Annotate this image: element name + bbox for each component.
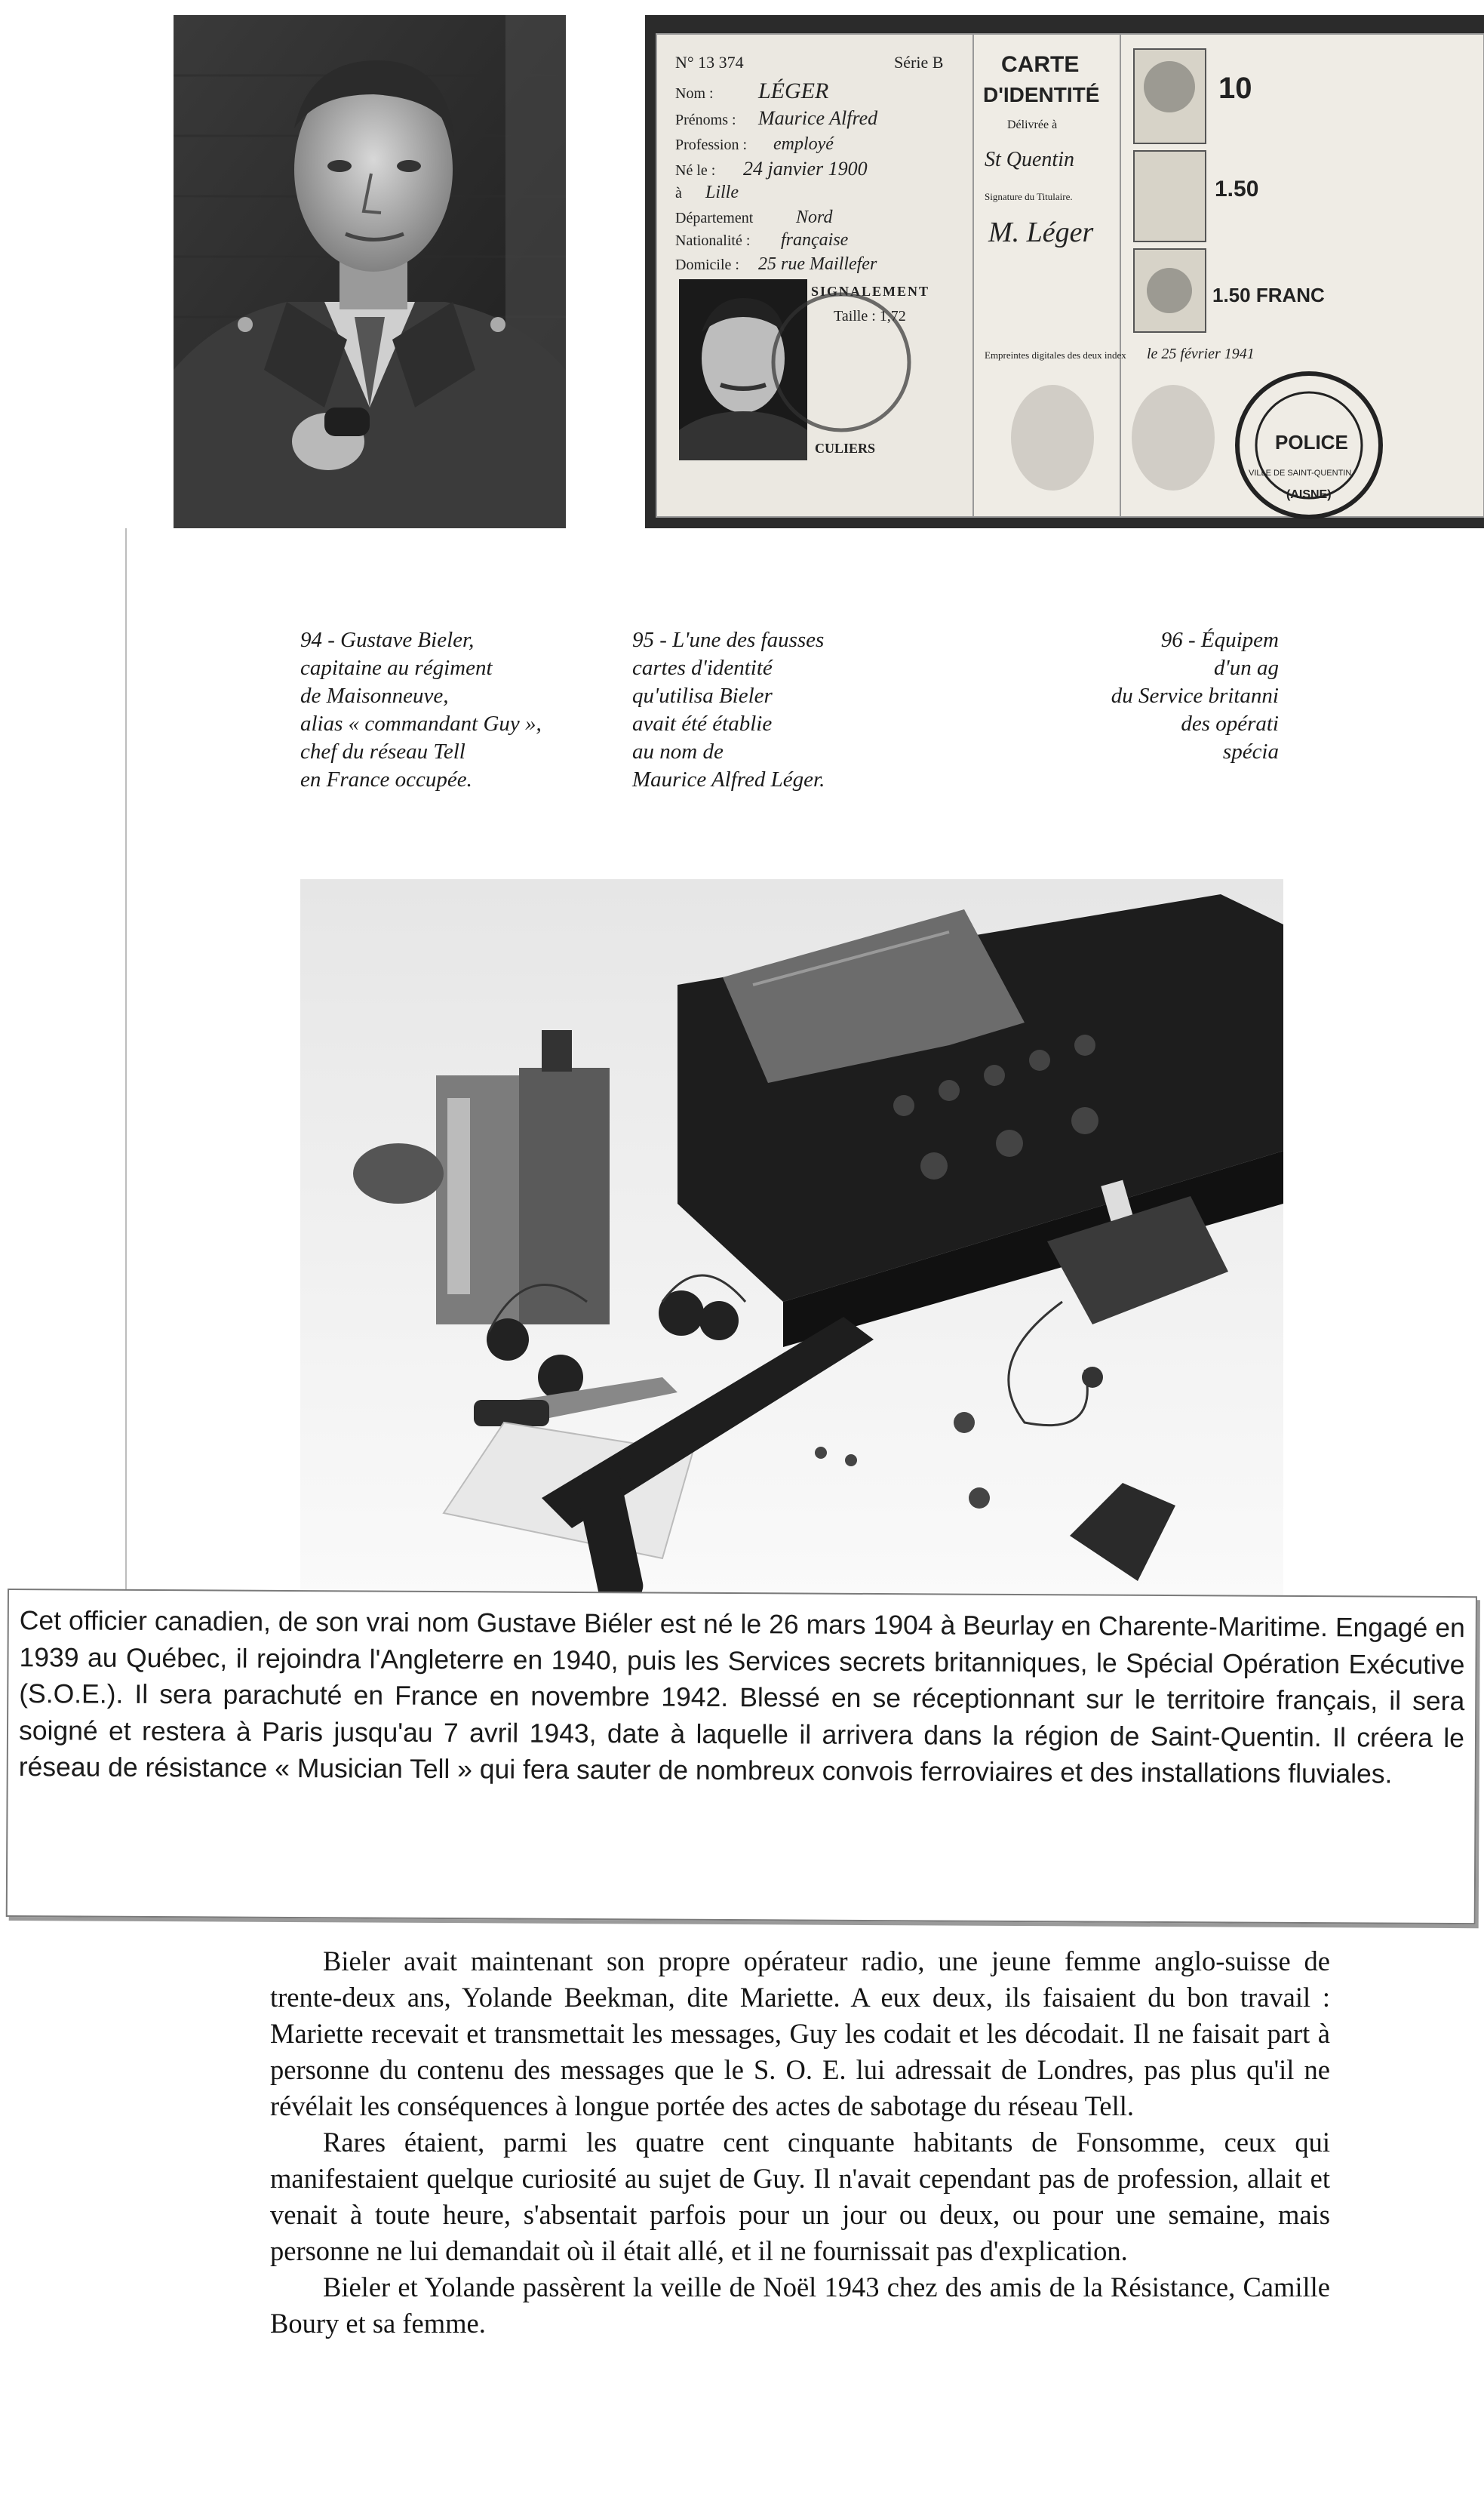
id-signature: M. Léger bbox=[988, 217, 1094, 248]
portrait-photo bbox=[174, 15, 566, 528]
stamp-value-2: 1.50 bbox=[1215, 177, 1259, 201]
id-signalement: SIGNALEMENT bbox=[811, 284, 930, 299]
book-body-text bbox=[270, 1943, 1330, 2342]
id-title-2: D'IDENTITÉ bbox=[983, 83, 1100, 106]
caption-94: 94 - Gustave Bieler, capitaine au régiment de Maisonneuve, alias « commandant Guy », chef du réseau Tell en France occupée. bbox=[300, 628, 542, 792]
id-field-value: employé bbox=[773, 134, 834, 154]
id-delivered: Délivrée à bbox=[1007, 118, 1058, 131]
id-field-value: Lille bbox=[705, 183, 739, 202]
id-field-value: 25 rue Maillefer bbox=[758, 254, 877, 274]
id-field-label: Nationalité : bbox=[675, 232, 751, 249]
aisne-stamp-text: (AISNE) bbox=[1286, 488, 1332, 501]
biography-insert-text: Cet officier canadien, de son vrai nom Gustave Biéler est né le 26 mars 1904 à Beurlay en Charente-Maritime. Engagé en 1939 au Québec, il rejoindra l'Angleterre en 1940, puis les Services secrets britanniques, le Spécial Opération Exécutive (S.O.E.). Il sera parachuté en France en novembre 1942. Blessé en se réceptionnant sur le territoire français, il sera soigné et restera à Paris jusqu'au 7 avril 1943, date à laquelle il arrivera dans la région de Saint-Quentin. Il créera le réseau de résistance « Musician Tell » qui fera sauter de nombreux convois ferroviaires et des installations fluviales. bbox=[18, 1605, 1465, 1789]
id-field-value: française bbox=[781, 230, 849, 250]
id-place: St Quentin bbox=[985, 148, 1074, 171]
identity-card-photo bbox=[645, 15, 1484, 528]
id-culiers: CULIERS bbox=[815, 441, 876, 456]
body-paragraph: Rares étaient, parmi les quatre cent cinquante habitants de Fonsomme, ceux qui manifestaient quelque curiosité au sujet de Guy. Il n'avait cependant pas de profession, allait et venait à toute heure, s'absentait parfois pour un jour ou deux, ou pour une semaine, mais personne ne lui demandait où il était allé, et il ne fournissait pas d'explication. bbox=[270, 2127, 1330, 2266]
identity-card-illustration bbox=[645, 15, 1484, 528]
radio-equipment-photo bbox=[300, 879, 1283, 1604]
id-signature-label: Signature du Titulaire. bbox=[985, 191, 1073, 202]
id-fingerprints-label: Empreintes digitales des deux index bbox=[985, 349, 1126, 361]
police-stamp-text: POLICE bbox=[1275, 431, 1348, 454]
id-field-value: Nord bbox=[796, 208, 833, 227]
id-field-value: LÉGER bbox=[758, 78, 829, 103]
id-field-value: 24 janvier 1900 bbox=[743, 158, 868, 180]
id-field-label: Département bbox=[675, 210, 754, 226]
id-field-label: Prénoms : bbox=[675, 112, 736, 128]
id-field-label: Né le : bbox=[675, 162, 716, 179]
ville-stamp-text: VILLE DE SAINT-QUENTIN bbox=[1249, 469, 1352, 478]
id-field-label: à bbox=[675, 185, 682, 201]
id-title-1: CARTE bbox=[1001, 52, 1080, 77]
biography-insert-box bbox=[6, 1589, 1477, 1924]
body-paragraph: Bieler et Yolande passèrent la veille de Noël 1943 chez des amis de la Résistance, Camille Boury et sa femme. bbox=[270, 2272, 1330, 2339]
caption-96: 96 - Équipem d'un ag du Service britanni des opérati spécia bbox=[1111, 628, 1279, 764]
portrait-illustration bbox=[174, 15, 566, 528]
id-number: N° 13 374 bbox=[675, 53, 744, 72]
page-edge-rule bbox=[125, 528, 127, 1592]
caption-95: 95 - L'une des fausses cartes d'identité qu'utilisa Bieler avait été établie au nom de Maurice Alfred Léger. bbox=[632, 628, 825, 792]
id-date: le 25 février 1941 bbox=[1147, 346, 1255, 362]
radio-equipment-illustration bbox=[300, 879, 1283, 1604]
body-paragraph: Bieler avait maintenant son propre opérateur radio, une jeune femme anglo-suisse de trente-deux ans, Yolande Beekman, dite Mariette. A eux deux, ils faisaient du bon travail : Mariette recevait et transmettait les messages, Guy les codait et les décodait. Il ne faisait part à personne du contenu des messages que le S. O. E. lui adressait de Londres, pas plus qu'il ne révélait les conséquences à longue portée des actes de sabotage du réseau Tell. bbox=[270, 1945, 1330, 2121]
id-field-label: Domicile : bbox=[675, 257, 739, 273]
id-field-value: Maurice Alfred bbox=[758, 107, 878, 129]
stamp-value-1: 10 bbox=[1218, 72, 1252, 105]
id-field-label: Nom : bbox=[675, 85, 714, 102]
id-serie: Série B bbox=[894, 53, 944, 72]
stamp-value-3: 1.50 FRANC bbox=[1212, 284, 1325, 306]
id-taille: Taille : 1,72 bbox=[834, 308, 906, 325]
id-field-label: Profession : bbox=[675, 137, 747, 153]
